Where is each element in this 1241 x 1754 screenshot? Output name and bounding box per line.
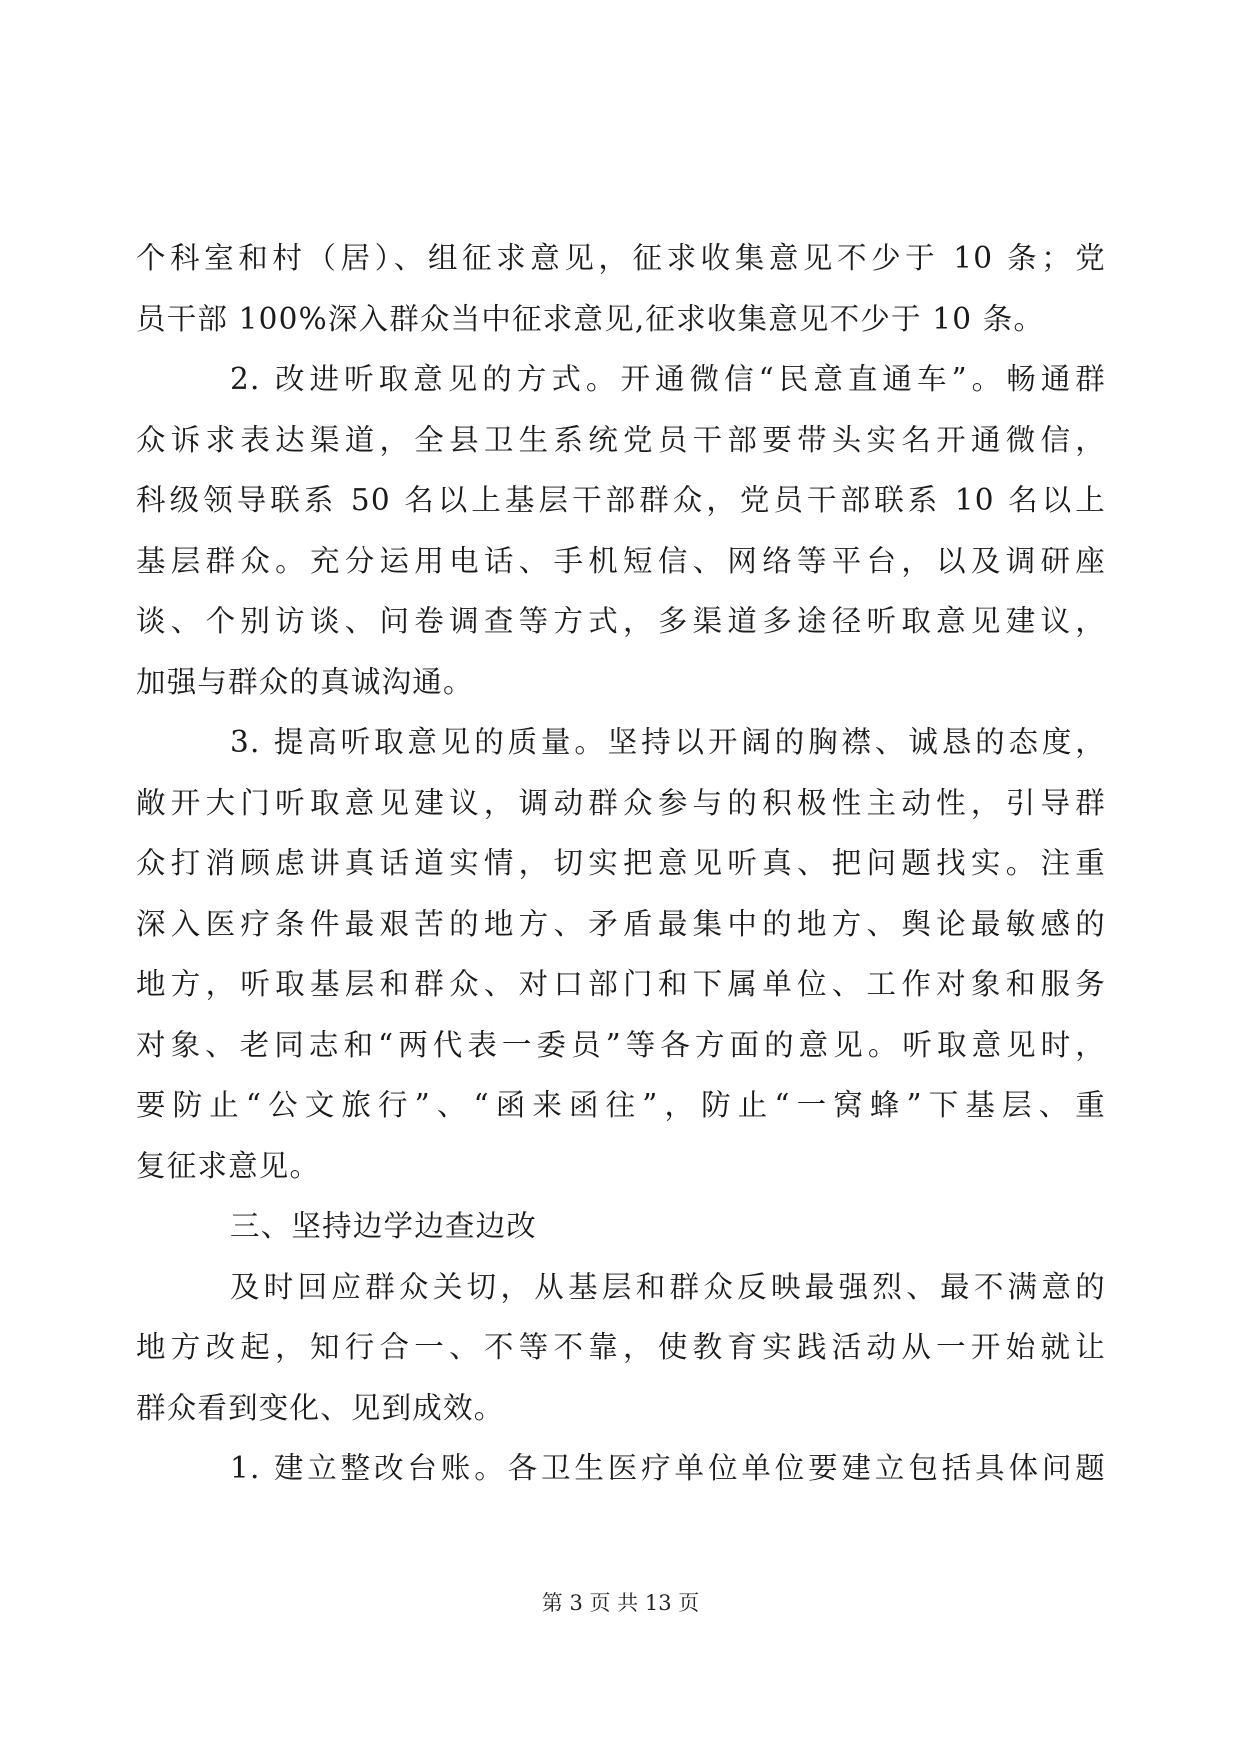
text-line: 地方，听取基层和群众、对口部门和下属单位、工作对象和服务 [136, 967, 1106, 1001]
paragraph-start-line: 2. 改进听取意见的方式。开通微信“民意直通车”。畅通群 [230, 362, 1106, 396]
text-line: 要防止“公文旅行”、“函来函往”，防止“一窝蜂”下基层、重 [136, 1088, 1106, 1122]
text-line: 基层群众。充分运用电话、手机短信、网络等平台，以及调研座 [136, 543, 1106, 578]
page-number: 第 3 页 共 13 页 [541, 1591, 700, 1615]
text-line: 加强与群众的真诚沟通。 [136, 664, 474, 699]
text-line: 地方改起，知行合一、不等不靠，使教育实践活动从一开始就让 [136, 1330, 1106, 1364]
page-footer [0, 1588, 1241, 1618]
text-line: 员干部 100%深入群众当中征求意见,征求收集意见不少于 10 条。 [136, 301, 1045, 336]
text-line: 群众看到变化、见到成效。 [136, 1390, 505, 1425]
text-line: 对象、老同志和“两代表一委员”等各方面的意见。听取意见时， [136, 1027, 1106, 1062]
paragraph-start-line: 3. 提高听取意见的质量。坚持以开阔的胸襟、诚恳的态度， [230, 725, 1106, 759]
paragraph-start-line: 及时回应群众关切，从基层和群众反映最强烈、最不满意的 [230, 1269, 1106, 1304]
section-heading: 三、坚持边学边查边改 [230, 1209, 538, 1243]
text-line: 科级领导联系 50 名以上基层干部群众，党员干部联系 10 名以上 [136, 483, 1106, 517]
body-text [136, 228, 1106, 1499]
text-line: 众诉求表达渠道，全县卫生系统党员干部要带头实名开通微信， [136, 422, 1106, 457]
text-line: 众打消顾虑讲真话道实情，切实把意见听真、把问题找实。注重 [136, 846, 1106, 880]
text-line: 个科室和村（居）、组征求意见，征求收集意见不少于 10 条；党 [136, 241, 1106, 275]
paragraph-start-line: 1. 建立整改台账。各卫生医疗单位单位要建立包括具体问题 [230, 1451, 1106, 1485]
text-line: 敞开大门听取意见建议，调动群众参与的积极性主动性，引导群 [136, 785, 1106, 820]
text-line: 深入医疗条件最艰苦的地方、矛盾最集中的地方、舆论最敏感的 [136, 906, 1106, 941]
text-line: 谈、个别访谈、问卷调查等方式，多渠道多途径听取意见建议， [136, 604, 1106, 638]
text-line: 复征求意见。 [136, 1148, 321, 1183]
